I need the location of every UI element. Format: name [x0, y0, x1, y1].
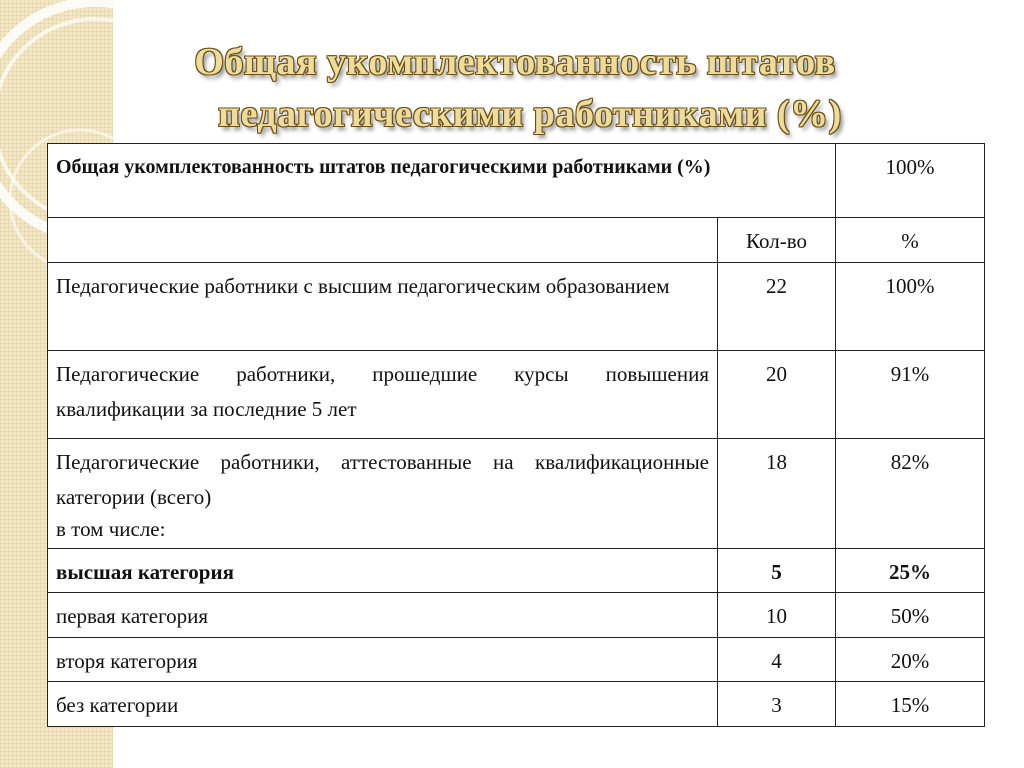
column-header-row — [48, 218, 985, 263]
table-header-row — [48, 144, 985, 218]
row-count: 20 — [718, 351, 836, 439]
row-label: высшая категория — [48, 549, 718, 593]
row-percent: 50% — [836, 593, 985, 638]
header-value: 100% — [836, 144, 985, 218]
table-row — [48, 549, 985, 593]
row-count: 3 — [718, 682, 836, 727]
empty-cell — [48, 218, 718, 263]
header-description: Общая укомплектованность штатов педагогическими работниками (%) — [48, 144, 836, 218]
row-label: Педагогические работники с высшим педагогическим образованием — [48, 263, 718, 351]
table-row — [48, 593, 985, 638]
row-percent: 25% — [836, 549, 985, 593]
row-count: 10 — [718, 593, 836, 638]
row-percent: 100% — [836, 263, 985, 351]
table-row — [48, 682, 985, 727]
page-title-line-1: Общая укомплектованность штатов — [194, 41, 836, 83]
row-label — [48, 439, 718, 549]
column-header-count: Кол-во — [718, 218, 836, 263]
table-row — [48, 263, 985, 351]
row-percent: 20% — [836, 638, 985, 682]
row-label: первая категория — [48, 593, 718, 638]
table-row — [48, 638, 985, 682]
column-header-percent: % — [836, 218, 985, 263]
row-count: 22 — [718, 263, 836, 351]
staffing-table — [47, 143, 985, 727]
row-percent: 82% — [836, 439, 985, 549]
row-percent: 91% — [836, 351, 985, 439]
table-row — [48, 439, 985, 549]
page-title-line-2: педагогическими работниками (%) — [218, 93, 842, 135]
row-percent: 15% — [836, 682, 985, 727]
row-count: 4 — [718, 638, 836, 682]
row-count: 5 — [718, 549, 836, 593]
row-label-line-1: Педагогические работники, аттестованные на квалификационные категории (всего) — [56, 450, 709, 509]
row-count: 18 — [718, 439, 836, 549]
row-label-line-2: в том числе: — [56, 517, 166, 541]
row-label: вторя категория — [48, 638, 718, 682]
row-label: Педагогические работники, прошедшие курсы повышения квалификации за последние 5 лет — [48, 351, 718, 439]
table-row — [48, 351, 985, 439]
page-title — [150, 36, 880, 140]
row-label: без категории — [48, 682, 718, 727]
